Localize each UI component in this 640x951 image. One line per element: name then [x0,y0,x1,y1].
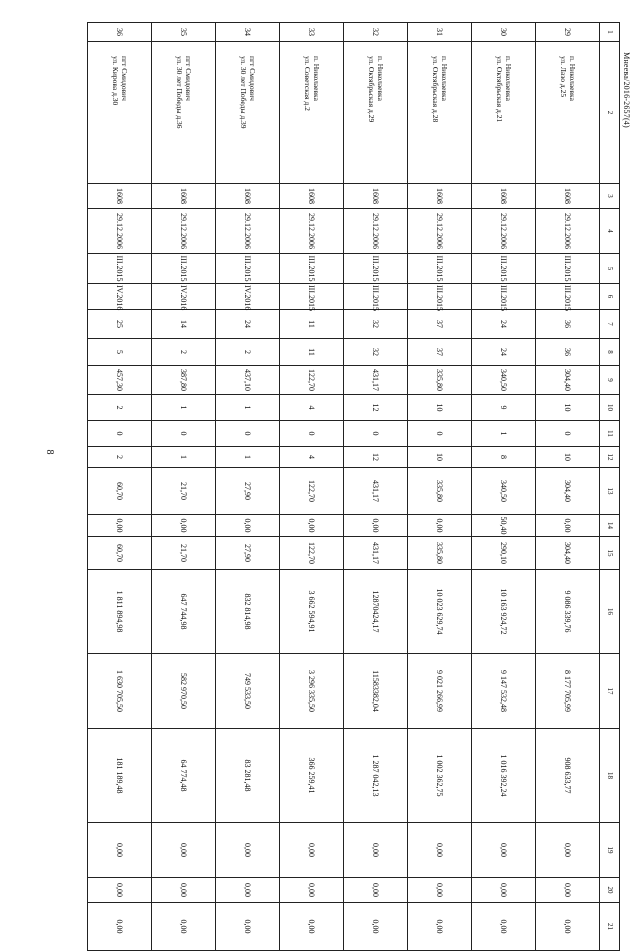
cell-c12: 1 [152,447,216,468]
cell-c8: 36 [536,339,600,366]
cell-date: 29.12.2006 [152,209,216,254]
cell-c20: 0,00 [408,878,472,903]
table-row [152,23,216,951]
cell-q-start: III.2015 [472,254,536,284]
cell-c8: 24 [472,339,536,366]
cell-c15: 122,70 [280,537,344,570]
cell-c12: 10 [536,447,600,468]
cell-date: 29.12.2006 [88,209,152,254]
table-row [472,23,536,951]
cell-c8: 5 [88,339,152,366]
cell-date: 29.12.2006 [408,209,472,254]
table-row [280,23,344,951]
cell-c19: 0,00 [152,823,216,878]
cell-c20: 0,00 [88,878,152,903]
address-settlement: п. Николаевка [312,56,322,101]
cell-c21: 0,00 [152,903,216,951]
address-cell [88,42,152,184]
table-row [216,23,280,951]
page-number: 8 [44,449,55,455]
cell-c18: 64 774,48 [152,729,216,823]
cell-c17: 1 630 705,50 [88,654,152,729]
row-number: 30 [472,23,536,42]
cell-c18: 1 002 362,75 [408,729,472,823]
cell-c21: 0,00 [536,903,600,951]
cell-c11: 0 [88,421,152,447]
cell-c16: 1 811 894,98 [88,570,152,654]
column-header: 6 [600,284,620,310]
cell-c12: 2 [88,447,152,468]
cell-c14: 0,00 [408,515,472,537]
cell-c7: 36 [536,310,600,339]
table-frame [88,22,620,934]
cell-c11: 0 [280,421,344,447]
column-header: 12 [600,447,620,468]
column-header: 20 [600,878,620,903]
cell-q-start: III.2015 [88,254,152,284]
address-settlement: пгт Смидович [248,56,258,101]
cell-c12: 4 [280,447,344,468]
column-header: 11 [600,421,620,447]
address-settlement: п. Николаевка [440,56,450,101]
cell-c14: 0,00 [536,515,600,537]
cell-c19: 0,00 [216,823,280,878]
cell-c18: 366 259,41 [280,729,344,823]
cell-c17: 8 177 705,99 [536,654,600,729]
column-header: 13 [600,468,620,515]
column-header: 21 [600,903,620,951]
address-cell [472,42,536,184]
address-cell [280,42,344,184]
cell-c17: 3 296 335,50 [280,654,344,729]
cell-c10: 10 [408,395,472,421]
address-cell [152,42,216,184]
column-header: 19 [600,823,620,878]
column-header: 1 [600,23,620,42]
address-settlement: п. Николаевка [504,56,514,101]
cell-c19: 0,00 [408,823,472,878]
column-header: 4 [600,209,620,254]
cell-date: 29.12.2006 [344,209,408,254]
cell-okato: 1608 [472,184,536,209]
cell-c15: 335,80 [408,537,472,570]
cell-q-end: III.2015 [344,284,408,310]
cell-q-start: III.2015 [344,254,408,284]
row-number: 31 [408,23,472,42]
cell-q-start: III.2015 [408,254,472,284]
cell-c8: 37 [408,339,472,366]
column-header: 14 [600,515,620,537]
cell-q-start: III.2015 [152,254,216,284]
cell-c21: 0,00 [408,903,472,951]
cell-q-end: III.2015 [472,284,536,310]
row-number: 32 [344,23,408,42]
cell-c15: 290,10 [472,537,536,570]
cell-c8: 11 [280,339,344,366]
cell-c13: 431,17 [344,468,408,515]
cell-c21: 0,00 [472,903,536,951]
cell-c20: 0,00 [280,878,344,903]
cell-okato: 1608 [88,184,152,209]
cell-c13: 335,80 [408,468,472,515]
cell-okato: 1608 [280,184,344,209]
cell-c13: 304,40 [536,468,600,515]
address-street: ул. 30 лет Победы д.39 [239,56,249,129]
row-number: 29 [536,23,600,42]
cell-c13: 21,70 [152,468,216,515]
address-street: ул. Кирова д.30 [111,56,121,106]
cell-c16: 9 086 339,76 [536,570,600,654]
cell-c15: 431,17 [344,537,408,570]
column-header: 2 [600,42,620,184]
cell-okato: 1608 [408,184,472,209]
cell-c10: 10 [536,395,600,421]
address-street: ул. Октябрьская д.28 [431,56,441,123]
cell-c17: 749 533,50 [216,654,280,729]
cell-date: 29.12.2006 [472,209,536,254]
cell-c13: 27,90 [216,468,280,515]
cell-c19: 0,00 [536,823,600,878]
cell-c18: 181 189,48 [88,729,152,823]
cell-c10: 4 [280,395,344,421]
cell-c7: 14 [152,310,216,339]
cell-c15: 304,40 [536,537,600,570]
column-header: 10 [600,395,620,421]
cell-c14: 0,00 [280,515,344,537]
row-number: 35 [152,23,216,42]
cell-c18: 1 287 042,13 [344,729,408,823]
cell-c7: 37 [408,310,472,339]
cell-c21: 0,00 [280,903,344,951]
cell-c9: 431,17 [344,366,408,395]
cell-c16: 3 662 594,91 [280,570,344,654]
cell-c9: 437,10 [216,366,280,395]
cell-c12: 8 [472,447,536,468]
column-header: 3 [600,184,620,209]
cell-okato: 1608 [344,184,408,209]
cell-c14: 0,00 [344,515,408,537]
address-settlement: п. Николаевка [376,56,386,101]
cell-c16: 12870424,17 [344,570,408,654]
cell-c18: 908 633,77 [536,729,600,823]
cell-c11: 1 [472,421,536,447]
cell-c11: 0 [216,421,280,447]
cell-c9: 122,70 [280,366,344,395]
cell-q-start: III.2015 [216,254,280,284]
table-row [88,23,152,951]
cell-c9: 304,40 [536,366,600,395]
cell-c16: 10 023 629,74 [408,570,472,654]
cell-c9: 335,80 [408,366,472,395]
cell-c8: 32 [344,339,408,366]
cell-c16: 10 163 924,72 [472,570,536,654]
cell-q-start: III.2015 [536,254,600,284]
table-row [344,23,408,951]
address-street: ул. Лазо д.25 [559,56,569,98]
cell-c10: 9 [472,395,536,421]
cell-date: 29.12.2006 [536,209,600,254]
cell-c13: 122,70 [280,468,344,515]
column-header: 8 [600,339,620,366]
cell-c16: 647 744,98 [152,570,216,654]
housing-table [87,22,620,951]
cell-c19: 0,00 [472,823,536,878]
cell-q-end: III.2015 [536,284,600,310]
cell-c12: 12 [344,447,408,468]
address-cell [408,42,472,184]
address-street: ул. 30 лет Победы д.36 [175,56,185,129]
cell-q-start: III.2015 [280,254,344,284]
address-settlement: пгт Смидович [184,56,194,101]
cell-q-end: IV.2016 [152,284,216,310]
cell-c10: 1 [216,395,280,421]
cell-c7: 32 [344,310,408,339]
address-street: ул. Октябрьская д.29 [367,56,377,123]
cell-q-end: III.2015 [408,284,472,310]
cell-c20: 0,00 [472,878,536,903]
cell-c14: 50,40 [472,515,536,537]
row-number: 33 [280,23,344,42]
cell-c14: 0,00 [152,515,216,537]
address-settlement: пгт Смидович [120,56,130,101]
cell-c11: 0 [536,421,600,447]
column-header: 16 [600,570,620,654]
cell-c10: 2 [88,395,152,421]
cell-c15: 21,70 [152,537,216,570]
cell-c19: 0,00 [344,823,408,878]
header-row [600,23,620,951]
cell-c17: 9 021 266,99 [408,654,472,729]
table-row [536,23,600,951]
cell-okato: 1608 [216,184,280,209]
cell-c21: 0,00 [216,903,280,951]
cell-c7: 24 [472,310,536,339]
column-header: 15 [600,537,620,570]
cell-c16: 832 814,98 [216,570,280,654]
cell-c11: 0 [408,421,472,447]
cell-c12: 1 [216,447,280,468]
column-header: 7 [600,310,620,339]
address-street: ул. Советская д.2 [303,56,313,111]
column-header: 9 [600,366,620,395]
cell-c10: 1 [152,395,216,421]
cell-c12: 10 [408,447,472,468]
cell-c17: 11583382,04 [344,654,408,729]
cell-c14: 0,00 [216,515,280,537]
address-settlement: п. Николаевка [568,56,578,101]
cell-c7: 24 [216,310,280,339]
cell-c15: 27,90 [216,537,280,570]
cell-okato: 1608 [536,184,600,209]
cell-c8: 2 [216,339,280,366]
cell-c18: 83 281,48 [216,729,280,823]
cell-c20: 0,00 [152,878,216,903]
cell-c10: 12 [344,395,408,421]
cell-c21: 0,00 [88,903,152,951]
cell-c11: 0 [152,421,216,447]
cell-q-end: IV.2016 [88,284,152,310]
address-street: ул. Октябрьская д.21 [495,56,505,123]
cell-c20: 0,00 [344,878,408,903]
cell-okato: 1608 [152,184,216,209]
address-cell [216,42,280,184]
cell-c17: 9 147 532,48 [472,654,536,729]
cell-c18: 1 016 392,24 [472,729,536,823]
cell-c13: 60,70 [88,468,152,515]
cell-c9: 457,30 [88,366,152,395]
cell-date: 29.12.2006 [280,209,344,254]
cell-c7: 25 [88,310,152,339]
document-id: Мнеева/2016-2657(4) [622,52,631,128]
cell-q-end: IV.2016 [216,284,280,310]
column-header: 17 [600,654,620,729]
cell-c14: 0,00 [88,515,152,537]
cell-q-end: III.2015 [280,284,344,310]
cell-c17: 582 970,50 [152,654,216,729]
cell-c9: 340,50 [472,366,536,395]
cell-c19: 0,00 [88,823,152,878]
cell-c15: 60,70 [88,537,152,570]
row-number: 36 [88,23,152,42]
cell-c11: 0 [344,421,408,447]
cell-c20: 0,00 [536,878,600,903]
row-number: 34 [216,23,280,42]
cell-c19: 0,00 [280,823,344,878]
cell-c13: 340,50 [472,468,536,515]
cell-c21: 0,00 [344,903,408,951]
cell-c8: 2 [152,339,216,366]
column-header: 18 [600,729,620,823]
column-header: 5 [600,254,620,284]
cell-c9: 387,80 [152,366,216,395]
address-cell [344,42,408,184]
address-cell [536,42,600,184]
rotated-table-container [88,22,620,934]
cell-c7: 11 [280,310,344,339]
cell-date: 29.12.2006 [216,209,280,254]
cell-c20: 0,00 [216,878,280,903]
table-row [408,23,472,951]
